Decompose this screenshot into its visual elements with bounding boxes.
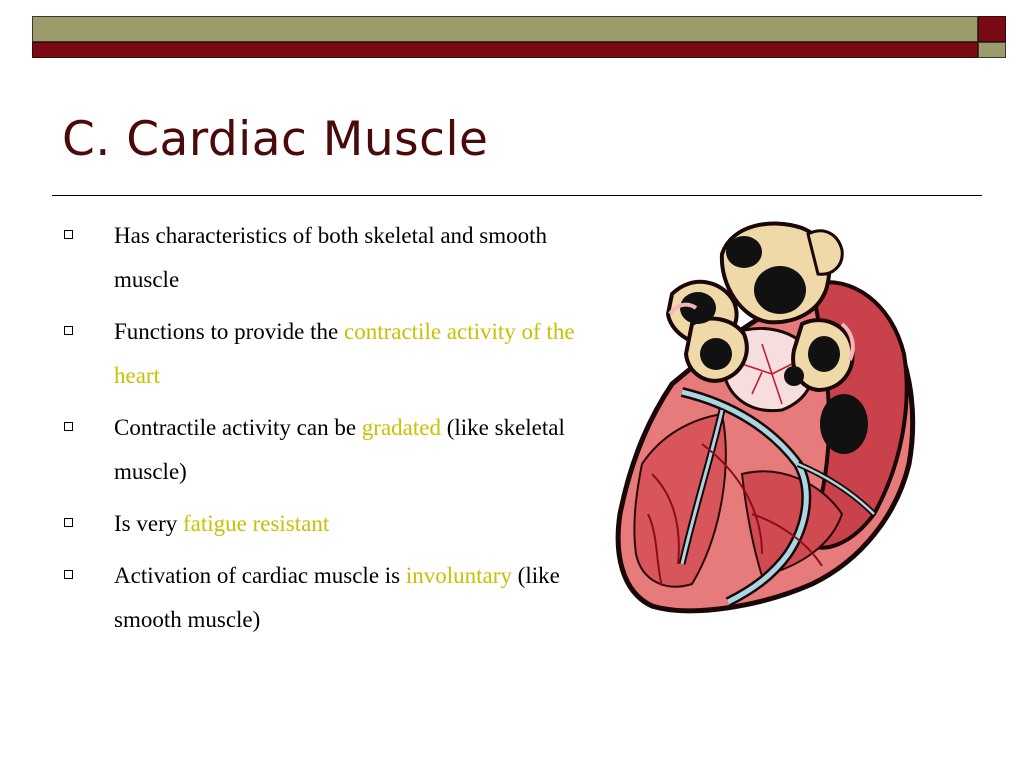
bullet-marker-icon [64, 422, 73, 431]
bullet-text: (like skeletal muscle) [114, 415, 565, 484]
bullet-marker-icon [64, 570, 73, 579]
bullet-text: Contractile activity can be [114, 415, 362, 440]
bullet-marker-icon [64, 230, 73, 239]
bullet-list [62, 214, 592, 650]
header-corner-olive [978, 42, 1006, 58]
highlight-text: contractile activity of the heart [114, 319, 575, 388]
bullet-item [62, 554, 592, 642]
bullet-marker-icon [64, 326, 73, 335]
title-divider [52, 195, 982, 196]
bullet-text: Is very [114, 511, 183, 536]
header-band [32, 16, 1006, 58]
highlight-text: fatigue resistant [182, 511, 330, 536]
bullet-text: Activation of cardiac muscle is [114, 563, 406, 588]
header-band-maroon [32, 42, 978, 58]
bullet-text: Has characteristics of both skeletal and smooth muscle [114, 223, 548, 292]
bullet-item [62, 310, 592, 398]
header-corner-maroon [978, 16, 1006, 42]
header-band-olive [32, 16, 978, 42]
slide-title: C. Cardiac Muscle [62, 112, 489, 167]
bullet-text: Functions to provide the [114, 319, 344, 344]
bullet-marker-icon [64, 518, 73, 527]
bullet-item [62, 406, 592, 494]
bullet-item [62, 214, 592, 302]
heart-illustration-icon [612, 214, 917, 614]
bullet-text: (like smooth muscle) [114, 563, 560, 632]
highlight-text: involuntary [405, 563, 512, 588]
highlight-text: gradated [361, 415, 441, 440]
bullet-item [62, 502, 592, 546]
